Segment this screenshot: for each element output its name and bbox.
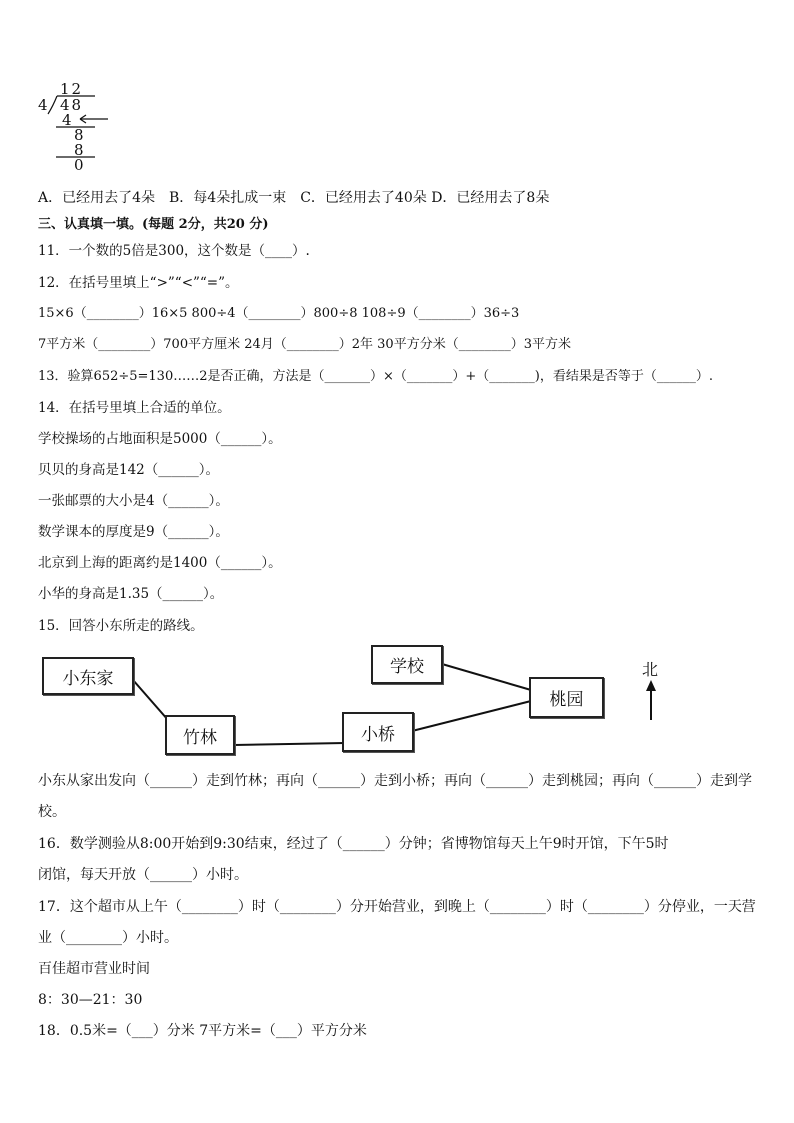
store-hours-title: 百佳超市营业时间 <box>38 961 150 977</box>
q15-line1: 小东从家出发向（______）走到竹林；再向（______）走到小桥；再向（______）走到桃园；再向（______）走到学 <box>38 773 752 789</box>
q18: 18．0.5米=（___）分米 7平方米=（___）平方分米 <box>38 1023 367 1039</box>
division-quotient: 12 <box>60 80 84 98</box>
section3-title: 三、认真填一填。(每题 2分，共20 分) <box>38 217 269 232</box>
q14-item: 数学课本的厚度是9（______）。 <box>38 524 229 540</box>
division-dividend: 48 <box>60 96 84 114</box>
q14-item: 小华的身高是1.35（______）。 <box>38 586 224 602</box>
q17-line1: 17．这个超市从上午（________）时（________）分开始营业，到晚上（________）时（________）分停业，一天营 <box>38 899 756 915</box>
q10-options: A．已经用去了4朵 B．每4朵扎成一束 C．已经用去了40朵 D．已经用去了8朵 <box>38 190 550 206</box>
q12-row1: 15×6（________）16×5 800÷4（________）800÷8 108÷9（________）36÷3 <box>38 306 520 321</box>
q15-title: 15．回答小东所走的路线。 <box>38 618 204 634</box>
map-node-school: 学校 <box>371 645 443 684</box>
q11: 11．一个数的5倍是300，这个数是（____）. <box>38 243 310 259</box>
q16-line1: 16．数学测验从8:00开始到9:30结束，经过了（______）分钟；省博物馆每天上午9时开馆，下午5时 <box>38 836 669 852</box>
q14-item: 学校操场的占地面积是5000（______）。 <box>38 431 282 447</box>
q13: 13．验算652÷5=130……2是否正确，方法是（_______）×（_______）+（_______)，看结果是否等于（______）. <box>38 369 713 384</box>
map-node-peach: 桃园 <box>529 677 604 718</box>
division-remainder: 0 <box>74 156 84 174</box>
north-label: 北 <box>642 660 659 679</box>
q14-item: 贝贝的身高是142（______）。 <box>38 462 220 478</box>
division-step2: 8 <box>74 126 84 144</box>
q14-item: 北京到上海的距离约是1400（______）。 <box>38 555 282 571</box>
q17-line2: 业（________）小时。 <box>38 930 178 946</box>
q15-line2: 校。 <box>38 804 66 820</box>
division-step1: 4 <box>62 111 72 129</box>
q14-item: 一张邮票的大小是4（______）。 <box>38 493 229 509</box>
map-node-bamboo: 竹林 <box>165 715 235 755</box>
q14-title: 14．在括号里填上合适的单位。 <box>38 400 231 416</box>
q12-title: 12．在括号里填上“>”“<”“=”。 <box>38 275 239 291</box>
division-divisor: 4 <box>38 96 48 114</box>
store-hours-value: 8：30—21：30 <box>38 992 143 1008</box>
division-step3: 8 <box>74 141 84 159</box>
q12-row2: 7平方米（________）700平方厘米 24月（________）2年 30平方分米（________）3平方米 <box>38 337 571 352</box>
map-node-home: 小东家 <box>42 657 134 695</box>
map-node-bridge: 小桥 <box>342 712 414 752</box>
q16-line2: 闭馆，每天开放（______）小时。 <box>38 867 248 883</box>
